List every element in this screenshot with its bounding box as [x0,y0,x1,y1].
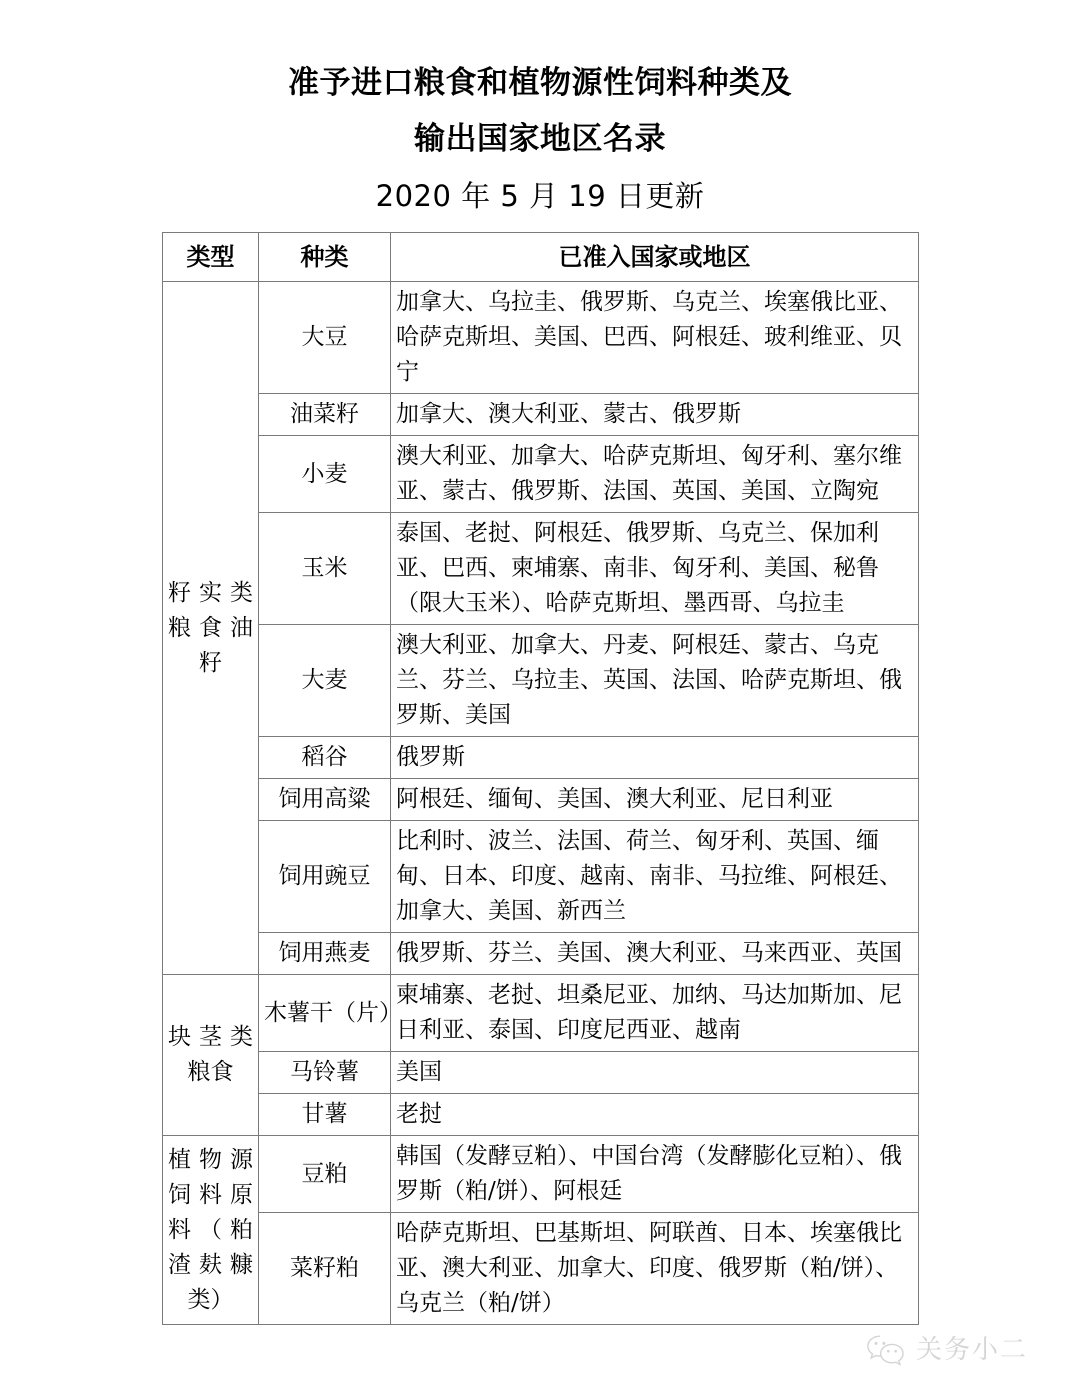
column-header-regions: 已准入国家或地区 [391,233,919,282]
kind-cell: 大豆 [259,282,391,394]
page-title-line-2: 输出国家地区名录 [414,121,666,157]
regions-cell: 美国 [391,1052,919,1094]
table-row [163,933,919,975]
table-body [163,282,919,1325]
table-row [163,1213,919,1325]
category-cell [163,975,259,1136]
table-header-row [163,233,919,282]
kind-cell: 木薯干（片） [259,975,391,1052]
table-row [163,821,919,933]
kind-cell: 饲用燕麦 [259,933,391,975]
kind-cell: 玉米 [259,513,391,625]
regions-cell: 柬埔寨、老挝、坦桑尼亚、加纳、马达加斯加、尼日利亚、泰国、印度尼西亚、越南 [391,975,919,1052]
regions-cell: 韩国（发酵豆粕）、中国台湾（发酵膨化豆粕）、俄罗斯（粕/饼）、阿根廷 [391,1136,919,1213]
regions-cell: 俄罗斯 [391,737,919,779]
table-row [163,282,919,394]
regions-cell: 哈萨克斯坦、巴基斯坦、阿联酋、日本、埃塞俄比亚、澳大利亚、加拿大、印度、俄罗斯（粕/饼）、乌克兰（粕/饼） [391,1213,919,1325]
regions-cell: 澳大利亚、加拿大、丹麦、阿根廷、蒙古、乌克兰、芬兰、乌拉圭、英国、法国、哈萨克斯坦、俄罗斯、美国 [391,625,919,737]
kind-cell: 油菜籽 [259,394,391,436]
table-row [163,394,919,436]
category-cell [163,282,259,975]
kind-cell: 甘薯 [259,1094,391,1136]
page-title-line-1: 准予进口粮食和植物源性饲料种类及 [288,65,792,101]
watermark [865,1332,1028,1368]
table-row [163,779,919,821]
document-update-date: 2020 年 5 月 19 日更新 [375,179,705,213]
category-label: 植物源饲料原料（粕渣麸糠类） [168,1146,253,1313]
table-row [163,975,919,1052]
approved-imports-table [162,232,919,1325]
table-row [163,625,919,737]
regions-cell: 泰国、老挝、阿根廷、俄罗斯、乌克兰、保加利亚、巴西、柬埔寨、南非、匈牙利、美国、秘鲁（限大玉米）、哈萨克斯坦、墨西哥、乌拉圭 [391,513,919,625]
regions-cell: 老挝 [391,1094,919,1136]
table-row [163,436,919,513]
category-label: 籽实类粮食油籽 [168,579,253,676]
kind-cell: 饲用豌豆 [259,821,391,933]
document-title-block [0,0,1080,218]
category-label: 块茎类粮食 [168,1024,253,1085]
category-cell [163,1136,259,1325]
kind-cell: 饲用高粱 [259,779,391,821]
regions-cell: 俄罗斯、芬兰、美国、澳大利亚、马来西亚、英国 [391,933,919,975]
kind-cell: 大麦 [259,625,391,737]
table-row [163,1136,919,1213]
kind-cell: 稻谷 [259,737,391,779]
kind-cell: 马铃薯 [259,1052,391,1094]
approved-imports-table-wrap [0,232,1080,1325]
kind-cell: 豆粕 [259,1136,391,1213]
column-header-kind: 种类 [259,233,391,282]
table-row [163,1052,919,1094]
kind-cell: 小麦 [259,436,391,513]
regions-cell: 比利时、波兰、法国、荷兰、匈牙利、英国、缅甸、日本、印度、越南、南非、马拉维、阿根廷、加拿大、美国、新西兰 [391,821,919,933]
regions-cell: 加拿大、澳大利亚、蒙古、俄罗斯 [391,394,919,436]
regions-cell: 加拿大、乌拉圭、俄罗斯、乌克兰、埃塞俄比亚、哈萨克斯坦、美国、巴西、阿根廷、玻利维亚、贝宁 [391,282,919,394]
table-header [163,233,919,282]
regions-cell: 澳大利亚、加拿大、哈萨克斯坦、匈牙利、塞尔维亚、蒙古、俄罗斯、法国、英国、美国、立陶宛 [391,436,919,513]
watermark-text: 关务小二 [915,1335,1028,1365]
column-header-type: 类型 [163,233,259,282]
wechat-icon [865,1332,907,1368]
regions-cell: 阿根廷、缅甸、美国、澳大利亚、尼日利亚 [391,779,919,821]
table-row [163,1094,919,1136]
table-row [163,513,919,625]
table-row [163,737,919,779]
kind-cell: 菜籽粕 [259,1213,391,1325]
